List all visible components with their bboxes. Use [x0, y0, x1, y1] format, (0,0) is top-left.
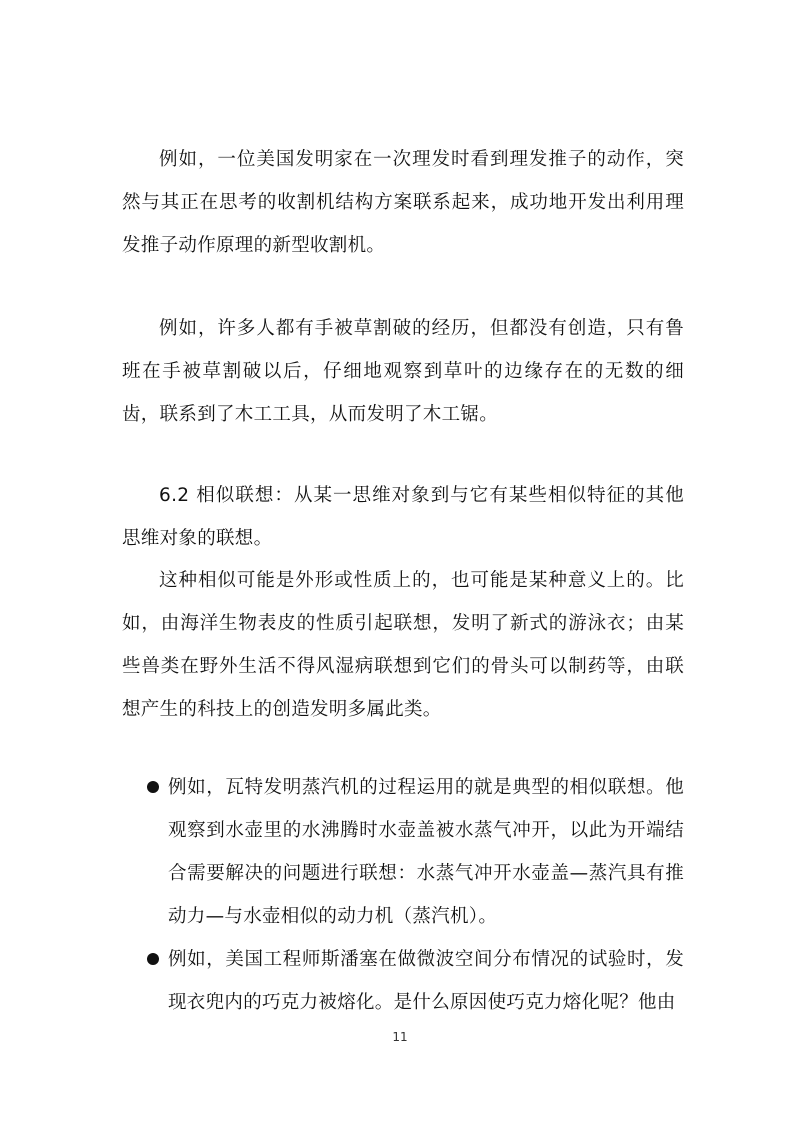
list-item: [122, 938, 684, 1024]
list-item: [122, 766, 684, 938]
example-bullet-list: [122, 766, 684, 1024]
paragraph-haircut-harvester: 例如，一位美国发明家在一次理发时看到理发推子的动作，突然与其正在思考的收割机结构方案联系起来，成功地开发出利用理发推子动作原理的新型收割机。: [122, 149, 684, 256]
bullet-text-watt-steam-engine: 例如，瓦特发明蒸汽机的过程运用的就是典型的相似联想。他观察到水壶里的水沸腾时水壶盖被水蒸气冲开，以此为开端结合需要解决的问题进行联想：水蒸气冲开水壶盖—蒸汽具有推动力—与水壶相似的动力机（蒸汽机）。: [168, 777, 684, 927]
page-number: 11: [392, 1030, 408, 1044]
bullet-icon: [147, 953, 159, 965]
section-heading-similar-association: 6.2 相似联想：从某一思维对象到与它有某些相似特征的其他思维对象的联想。: [122, 485, 684, 549]
paragraph-similarity-examples: 这种相似可能是外形或性质上的，也可能是某种意义上的。比如，由海洋生物表皮的性质引起联想，发明了新式的游泳衣；由某些兽类在野外生活不得风湿病联想到它们的骨头可以制药等，由联想产生的科技上的创造发明多属此类。: [122, 570, 684, 720]
bullet-icon: [147, 781, 159, 793]
bullet-text-spencer-microwave: 例如，美国工程师斯潘塞在做微波空间分布情况的试验时，发现衣兜内的巧克力被熔化。是什么原因使巧克力熔化呢？他由: [168, 949, 684, 1013]
paragraph-luban-saw: 例如，许多人都有手被草割破的经历，但都没有创造，只有鲁班在手被草割破以后，仔细地观察到草叶的边缘存在的无数的细齿，联系到了木工工具，从而发明了木工锯。: [122, 318, 684, 425]
